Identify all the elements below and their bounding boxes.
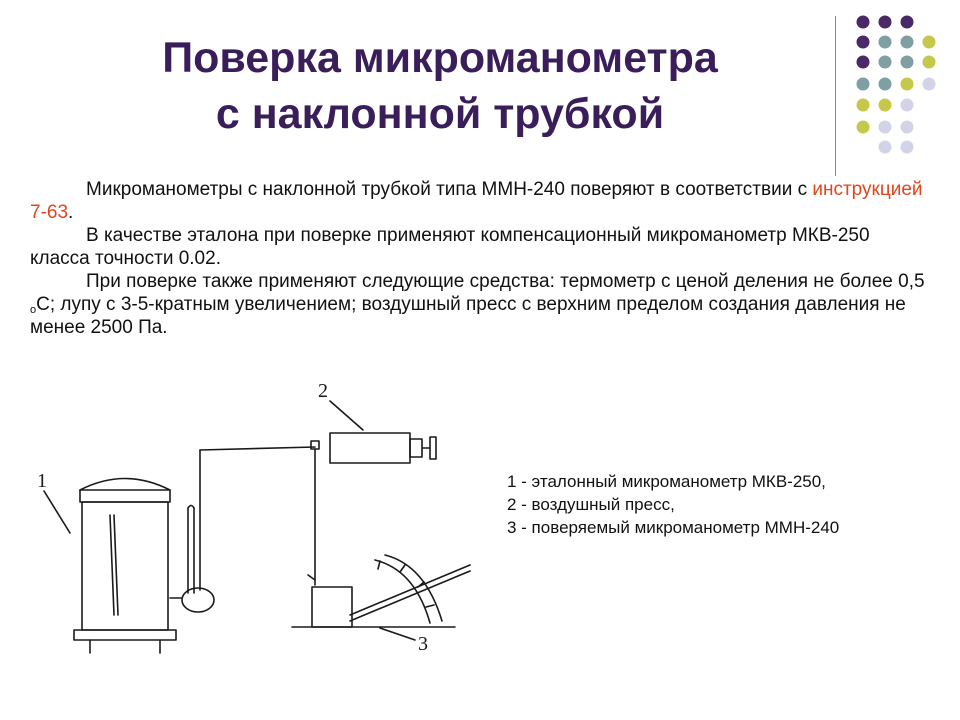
legend-item-3: 3 - поверяемый микроманометр ММН-240 [507, 518, 840, 537]
paragraph-1-end: . [68, 202, 74, 223]
degree-superscript: о [30, 304, 37, 316]
diagram-legend [507, 470, 947, 539]
body-text [30, 178, 930, 339]
paragraph-3 [30, 270, 930, 339]
instruction-link[interactable]: инструкцией 7-63 [30, 179, 923, 223]
title-line-2: с наклонной трубкой [215, 90, 665, 138]
title-line-1: Поверка микроманометра [162, 34, 718, 82]
paragraph-3-end: С; лупу с 3-5-кратным увеличением; воздушный пресс с верхним пределом создания давления не менее 2500 Па. [30, 294, 906, 338]
decorative-dot-grid [0, 0, 960, 170]
paragraph-2: В качестве эталона при поверке применяют компенсационный микроманометр МКВ-250 класса точности 0.02. [30, 225, 870, 269]
paragraph-1 [30, 178, 930, 224]
diagram-label-2: 2 [318, 380, 328, 402]
paragraph-3-start: При поверке также применяют следующие средства: термометр с ценой деления не более 0,5 [86, 271, 925, 292]
diagram-label-1: 1 [37, 470, 47, 492]
paragraph-1-text: Микроманометры с наклонной трубкой типа ММН-240 поверяют в соответствии с [86, 179, 813, 200]
legend-item-1: 1 - эталонный микроманометр МКВ-250, [507, 472, 826, 491]
legend-item-2: 2 - воздушный пресс, [507, 495, 675, 514]
apparatus-diagram [30, 375, 480, 695]
diagram-label-3: 3 [418, 633, 428, 655]
